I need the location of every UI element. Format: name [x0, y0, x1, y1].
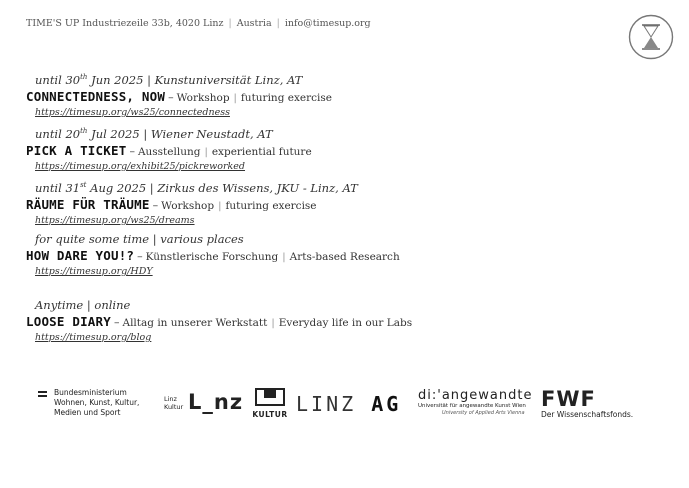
event-desc1: Alltag in unserer Werkstatt — [122, 317, 268, 329]
event-dash: – — [113, 316, 120, 329]
event-date — [26, 232, 400, 247]
event-date-prefix: Anytime | online — [35, 298, 131, 312]
event-item — [26, 298, 412, 344]
event-item — [26, 232, 400, 278]
linz-small1: Linz — [164, 395, 177, 403]
event-title: RÄUME FÜR TRÄUME — [26, 196, 150, 212]
bmwk-line2: Wohnen, Kunst, Kultur, — [54, 398, 140, 407]
event-date-prefix: until 20 — [35, 126, 81, 141]
event-title: LOOSE DIARY — [26, 314, 111, 329]
event-date-suffix: st — [80, 181, 87, 189]
angew-word: di:'angewandte — [418, 388, 533, 403]
austria-flag-icon — [38, 391, 47, 399]
linz-big: L_nz — [188, 390, 244, 414]
header-org: TIME'S UP Industriezeile 33b, 4020 Linz — [26, 18, 224, 29]
event-desc1: Workshop — [176, 91, 230, 104]
event-link[interactable]: https://timesup.org/ws25/connectedness — [35, 106, 230, 118]
event-date — [26, 70, 332, 88]
linz-small2: Kultur — [164, 403, 184, 411]
event-item — [26, 124, 312, 173]
angew-sub2: University of Applied Arts Vienna — [442, 410, 525, 416]
event-dash: – — [168, 90, 174, 104]
logo-fwf — [541, 388, 633, 419]
event-link[interactable]: https://timesup.org/blog — [35, 332, 152, 343]
header-address — [26, 18, 371, 29]
sponsor-logos — [38, 386, 658, 426]
event-date — [26, 124, 312, 142]
event-title: CONNECTEDNESS, NOW — [26, 88, 166, 104]
event-desc2: Arts-based Research — [289, 251, 400, 263]
event-date-rest: Jul 2025 | Wiener Neustadt, AT — [87, 126, 273, 141]
event-dash: – — [129, 144, 135, 158]
event-desc2: futuring exercise — [225, 199, 317, 212]
event-separator: | — [218, 200, 222, 212]
event-date-prefix: for quite some time | various places — [35, 232, 244, 246]
event-item — [26, 178, 358, 227]
event-dash: – — [152, 198, 159, 212]
event-separator: | — [282, 252, 286, 263]
event-headline — [26, 247, 400, 265]
event-link[interactable]: https://timesup.org/exhibit25/pickreworked — [35, 160, 246, 172]
kultur-icon — [255, 388, 285, 406]
event-headline — [26, 142, 312, 160]
event-desc1: Künstlerische Forschung — [145, 251, 279, 263]
event-desc2: futuring exercise — [240, 91, 332, 104]
event-date-rest: Aug 2025 | Zirkus des Wissens, JKU - Linz, AT — [86, 180, 358, 195]
event-separator: | — [271, 318, 275, 329]
kultur-label: KULTUR — [252, 410, 288, 419]
angew-sub1: Universität für angewandte Kunst Wien — [418, 403, 526, 409]
event-date-suffix: th — [80, 127, 88, 135]
event-desc2: experiential future — [211, 145, 312, 158]
header-separator: | — [228, 18, 232, 29]
header-email[interactable]: info@timesup.org — [284, 18, 371, 29]
event-link[interactable]: https://timesup.org/HDY — [35, 266, 153, 277]
linzag-a: LINZ — [296, 392, 357, 416]
bmwk-line1: Bundesministerium — [54, 388, 127, 397]
fwf-word: FWF — [541, 387, 596, 411]
event-date-prefix: until 30 — [35, 72, 81, 87]
bmwk-line3: Medien und Sport — [54, 408, 121, 417]
event-dash: – — [137, 250, 143, 263]
event-title: PICK A TICKET — [26, 142, 127, 158]
linzag-b: AG — [371, 392, 402, 416]
event-item — [26, 70, 332, 119]
event-title: HOW DARE YOU!? — [26, 248, 135, 263]
hourglass-icon — [628, 14, 674, 60]
logo-linz-ag — [296, 392, 401, 416]
event-desc1: Workshop — [161, 199, 215, 212]
fwf-sub: Der Wissenschaftsfonds. — [541, 410, 634, 419]
event-date-prefix: until 31 — [35, 180, 81, 195]
event-separator: | — [204, 146, 208, 158]
header-country: Austria — [236, 18, 272, 29]
event-date — [26, 178, 358, 196]
event-date-suffix: th — [80, 73, 88, 81]
logo-kultur — [252, 388, 288, 419]
event-desc2: Everyday life in our Labs — [278, 317, 413, 329]
event-headline — [26, 88, 332, 106]
event-date — [26, 298, 412, 313]
event-headline — [26, 313, 412, 331]
logo-angewandte — [418, 388, 532, 416]
event-separator: | — [233, 92, 237, 104]
event-link[interactable]: https://timesup.org/ws25/dreams — [35, 214, 195, 226]
event-date-rest: Jun 2025 | Kunstuniversität Linz, AT — [87, 72, 303, 87]
event-headline — [26, 196, 358, 214]
event-desc1: Ausstellung — [137, 145, 201, 158]
header-separator: | — [276, 18, 280, 29]
logo-bmwk — [38, 388, 139, 418]
